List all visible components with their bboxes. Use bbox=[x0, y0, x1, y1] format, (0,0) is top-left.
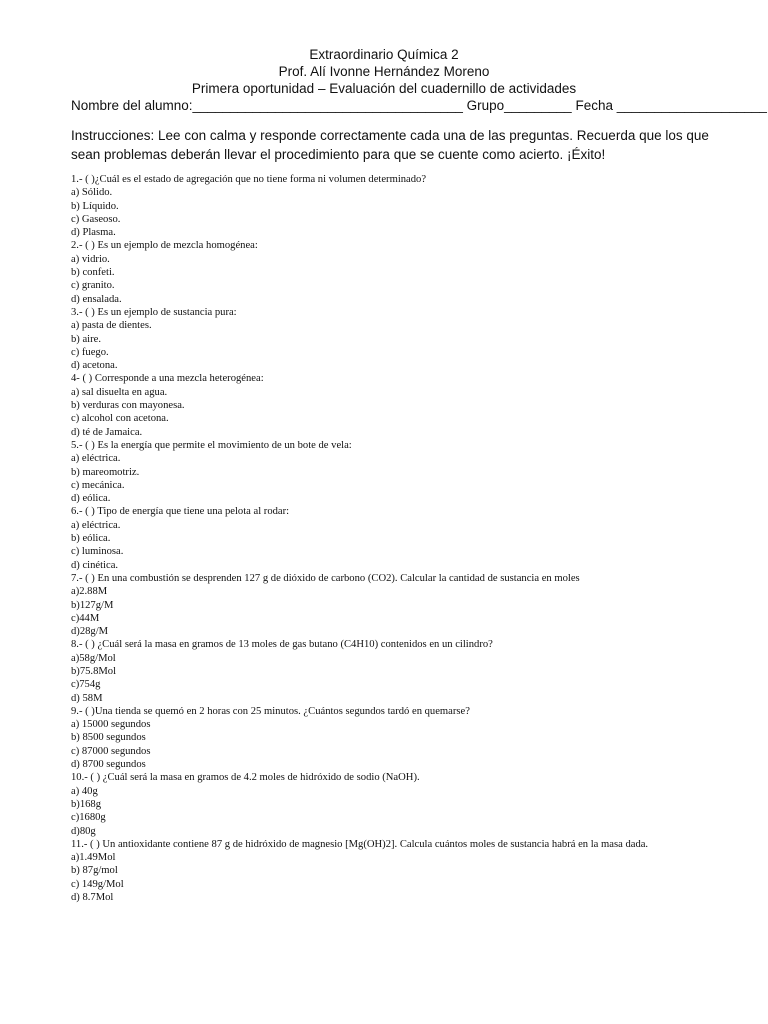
answer-option: b) eólica. bbox=[71, 533, 111, 545]
answer-option: b)75.8Mol bbox=[71, 665, 117, 677]
answer-option: c) 149g/Mol bbox=[71, 878, 124, 890]
question-1 bbox=[71, 173, 721, 239]
answer-option: c)1680g bbox=[71, 812, 106, 824]
answer-option: d) 8700 segundos bbox=[71, 759, 146, 771]
answer-option: b) verduras con mayonesa. bbox=[71, 400, 185, 412]
question-text: 6.- ( ) Tipo de energía que tiene una pelota al rodar: bbox=[71, 506, 290, 518]
answer-option: d) cinética. bbox=[71, 559, 119, 571]
answer-option: b) confeti. bbox=[71, 267, 115, 279]
answer-option: a) 40g bbox=[71, 785, 98, 797]
question-text: 5.- ( ) Es la energía que permite el movimiento de un bote de vela: bbox=[71, 439, 352, 451]
instructions: Instrucciones: Lee con calma y responde correctamente cada una de las preguntas. Recuerda que los que sean problemas deberán llevar el procedimiento para que se cuente como acierto. ¡Éxito! bbox=[71, 128, 709, 162]
question-2 bbox=[71, 239, 721, 305]
answer-option: c) alcohol con acetona. bbox=[71, 413, 169, 425]
answer-option: d) 8.7Mol bbox=[71, 892, 114, 904]
answer-option: c) 87000 segundos bbox=[71, 745, 151, 757]
answer-option: d) Plasma. bbox=[71, 227, 116, 239]
teacher-name: Prof. Alí Ivonne Hernández Moreno bbox=[278, 64, 490, 79]
answer-option: b) 8500 segundos bbox=[71, 732, 146, 744]
answer-option: b) mareomotriz. bbox=[71, 466, 140, 478]
answer-option: c)754g bbox=[71, 679, 101, 691]
answer-option: d) acetona. bbox=[71, 360, 118, 372]
answer-option: a)2.88M bbox=[71, 586, 108, 598]
question-4 bbox=[71, 372, 721, 438]
question-3 bbox=[71, 306, 721, 372]
answer-option: d)80g bbox=[71, 825, 96, 837]
answer-option: c)44M bbox=[71, 612, 100, 624]
answer-option: b) 87g/mol bbox=[71, 865, 118, 877]
answer-option: c) luminosa. bbox=[71, 546, 124, 558]
question-text: 2.- ( ) Es un ejemplo de mezcla homogénea: bbox=[71, 240, 258, 252]
question-text: 1.- ( )¿Cuál es el estado de agregación que no tiene forma ni volumen determinado? bbox=[71, 174, 427, 185]
answer-option: c) fuego. bbox=[71, 346, 109, 358]
question-8 bbox=[71, 638, 721, 704]
answer-option: a) Sólido. bbox=[71, 187, 113, 199]
answer-option: a) eléctrica. bbox=[71, 453, 121, 465]
answer-option: c) Gaseoso. bbox=[71, 213, 121, 225]
answer-option: b) Líquido. bbox=[71, 200, 119, 212]
question-7 bbox=[71, 572, 721, 638]
question-text: 11.- ( ) Un antioxidante contiene 87 g de hidróxido de magnesio [Mg(OH)2]. Calcula cuántos moles de sustancia habrá en la masa dada. bbox=[71, 838, 649, 850]
answer-option: b)127g/M bbox=[71, 599, 114, 611]
answer-option: a) sal disuelta en agua. bbox=[71, 386, 168, 398]
document-title: Extraordinario Química 2 bbox=[309, 47, 459, 62]
student-info-line[interactable]: Nombre del alumno:____________________________________ Grupo_________ Fecha ____________________ bbox=[71, 98, 767, 113]
document-header bbox=[0, 46, 768, 97]
document-subtitle: Primera oportunidad – Evaluación del cuadernillo de actividades bbox=[191, 81, 577, 96]
question-11 bbox=[71, 838, 721, 904]
question-text: 10.- ( ) ¿Cuál será la masa en gramos de 4.2 moles de hidróxido de sodio (NaOH). bbox=[71, 772, 420, 784]
answer-option: a)58g/Mol bbox=[71, 652, 116, 664]
answer-option: c) granito. bbox=[71, 280, 115, 292]
question-9 bbox=[71, 705, 721, 771]
answer-option: a) vidrio. bbox=[71, 253, 110, 265]
answer-option: b)168g bbox=[71, 798, 102, 810]
answer-option: a)1.49Mol bbox=[71, 852, 116, 864]
question-text: 7.- ( ) En una combustión se desprenden 127 g de dióxido de carbono (CO2). Calcular la cantidad de sustancia en moles bbox=[71, 572, 580, 584]
question-6 bbox=[71, 505, 721, 571]
answer-option: b) aire. bbox=[71, 333, 101, 345]
question-10 bbox=[71, 771, 721, 837]
question-text: 3.- ( ) Es un ejemplo de sustancia pura: bbox=[71, 306, 237, 318]
answer-option: a) pasta de dientes. bbox=[71, 320, 152, 332]
answer-option: d)28g/M bbox=[71, 626, 109, 638]
answer-option: d) té de Jamaica. bbox=[71, 426, 143, 438]
question-5 bbox=[71, 439, 721, 505]
question-text: 9.- ( )Una tienda se quemó en 2 horas con 25 minutos. ¿Cuántos segundos tardó en quemarse? bbox=[71, 705, 470, 717]
questions-list bbox=[71, 173, 721, 904]
answer-option: d) ensalada. bbox=[71, 293, 122, 305]
answer-option: a) 15000 segundos bbox=[71, 719, 151, 731]
answer-option: a) eléctrica. bbox=[71, 519, 121, 531]
answer-option: d) eólica. bbox=[71, 493, 111, 505]
answer-option: d) 58M bbox=[71, 692, 103, 704]
answer-option: c) mecánica. bbox=[71, 479, 125, 491]
question-text: 4- ( ) Corresponde a una mezcla heterogénea: bbox=[71, 373, 264, 385]
question-text: 8.- ( ) ¿Cuál será la masa en gramos de 13 moles de gas butano (C4H10) contenidos en un cilindro? bbox=[71, 639, 493, 651]
